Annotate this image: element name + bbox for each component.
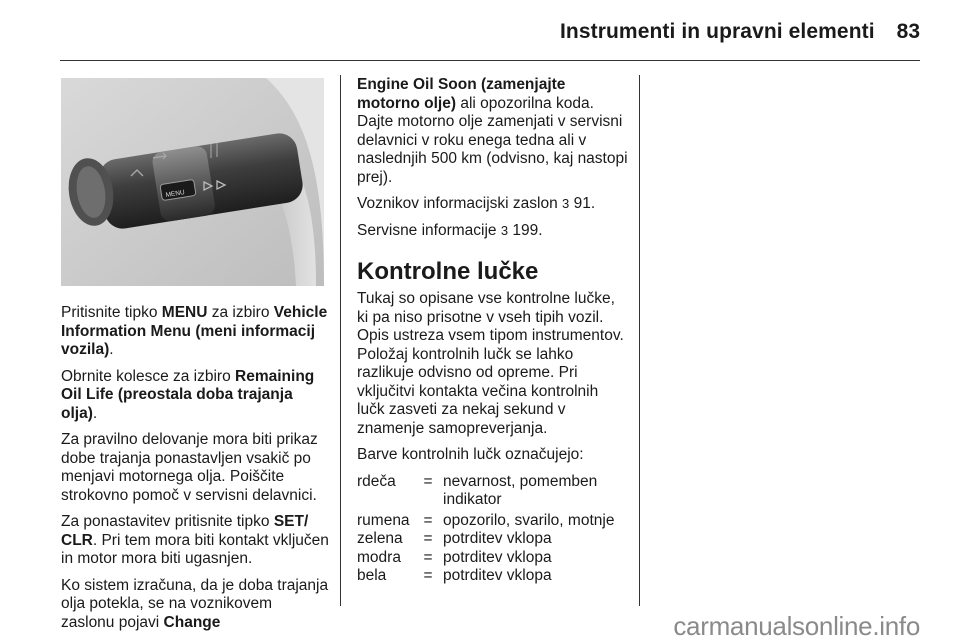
engine-oil-soon-term: Engine Oil Soon (zamenjajte motorno olje) <box>357 76 566 112</box>
reference-arrow-icon: 3 <box>500 222 509 238</box>
column-divider-right <box>639 75 640 606</box>
cross-reference-driver-display[interactable] <box>357 195 629 214</box>
instruction-paragraph-2 <box>61 368 329 424</box>
remaining-oil-life-term: Remaining Oil Life (preostala doba trajanja olja) <box>61 367 315 422</box>
table-row <box>357 512 629 531</box>
equals-sign: = <box>423 472 433 490</box>
table-row <box>357 549 629 568</box>
table-row <box>357 530 629 549</box>
page-header-title: Instrumenti in upravni elementi <box>560 20 875 43</box>
vehicle-information-menu-term: Vehicle Information Menu (meni informacij vozila) <box>61 304 328 358</box>
color-name: bela <box>357 567 387 584</box>
oil-change-paragraph <box>357 76 629 187</box>
text: . <box>92 404 98 422</box>
colors-intro: Barve kontrolnih lučk označujejo: <box>357 446 584 463</box>
text: Ko sistem izračuna, da je doba trajanja olja potekla, se na voznikovem zaslonu pojavi <box>61 576 329 631</box>
equals-sign: = <box>423 548 433 566</box>
text: Voznikov informacijski zaslon <box>357 195 563 212</box>
equals-sign: = <box>423 511 433 529</box>
color-meaning: potrditev vklopa <box>443 567 552 584</box>
color-name: rdeča <box>357 472 396 490</box>
color-meaning-table <box>357 473 629 586</box>
color-name: modra <box>357 548 401 566</box>
color-meaning: nevarnost, pomemben indikator <box>443 472 598 508</box>
table-row <box>357 473 629 512</box>
text: . Pri tem mora biti kontakt vključen in motor mora biti ugasnjen. <box>61 531 329 567</box>
reference-page: 199. <box>508 221 543 239</box>
instruction-paragraph-4 <box>61 513 329 569</box>
text: Pritisnite tipko <box>61 304 162 321</box>
color-meaning: potrditev vklopa <box>443 548 552 566</box>
menu-button-label: MENU <box>165 189 186 199</box>
color-name: zelena <box>357 530 403 547</box>
text: ali opozorilna koda. Dajte motorno olje zamenjati v servisni delavnici v roku enega tedna ali v naslednjih 500 km (odvisno, kaj nastopi prej). <box>357 94 628 186</box>
color-meaning: potrditev vklopa <box>443 530 552 547</box>
page-number: 83 <box>896 20 920 43</box>
equals-sign: = <box>423 567 433 584</box>
section-heading: Kontrolne lučke <box>357 258 539 285</box>
equals-sign: = <box>423 530 433 547</box>
text: za izbiro <box>207 304 274 321</box>
table-row <box>357 567 629 586</box>
reference-page: 91. <box>569 195 596 212</box>
color-meaning: opozorilo, svarilo, motnje <box>443 511 615 529</box>
text: Za ponastavitev pritisnite tipko <box>61 513 274 530</box>
instruction-paragraph-5 <box>61 577 329 633</box>
header-rule <box>60 60 920 61</box>
text: . <box>109 341 114 358</box>
instruction-paragraph-3: Za pravilno delovanje mora biti prikaz dobe trajanja ponastavljen vsakič po menjavi motornega olja. Poiščite strokovno pomoč v servisni delavnici. <box>61 431 318 504</box>
change-term: Change <box>163 613 221 631</box>
left-column <box>61 304 329 640</box>
watermark: carmanualsonline.info <box>673 611 920 641</box>
text: Obrnite kolesce za izbiro <box>61 367 236 385</box>
menu-key-term: MENU <box>161 304 208 321</box>
instruction-paragraph-1 <box>61 304 329 360</box>
stalk-drawing <box>61 78 324 286</box>
set-clr-key-term: SET/ CLR <box>61 513 309 549</box>
warning-lights-intro: Tukaj so opisane vse kontrolne lučke, ki pa niso prisotne v vseh tipih vozil. Opis ustreza vsem tipom instrumentov. Položaj kontrolnih lučk se lahko razlikuje odvisno od opreme. Pri vključitvi kontakta večina kontrolnih lučk zasveti za nekaj sekund v znamenje samopreverjanja. <box>357 290 624 437</box>
cross-reference-service-info[interactable] <box>357 222 629 241</box>
reference-arrow-icon: 3 <box>562 196 570 211</box>
stalk-illustration <box>61 78 324 286</box>
column-divider-left <box>340 75 341 606</box>
text: Servisne informacije <box>357 221 501 239</box>
color-name: rumena <box>357 511 410 529</box>
middle-column <box>357 76 629 586</box>
